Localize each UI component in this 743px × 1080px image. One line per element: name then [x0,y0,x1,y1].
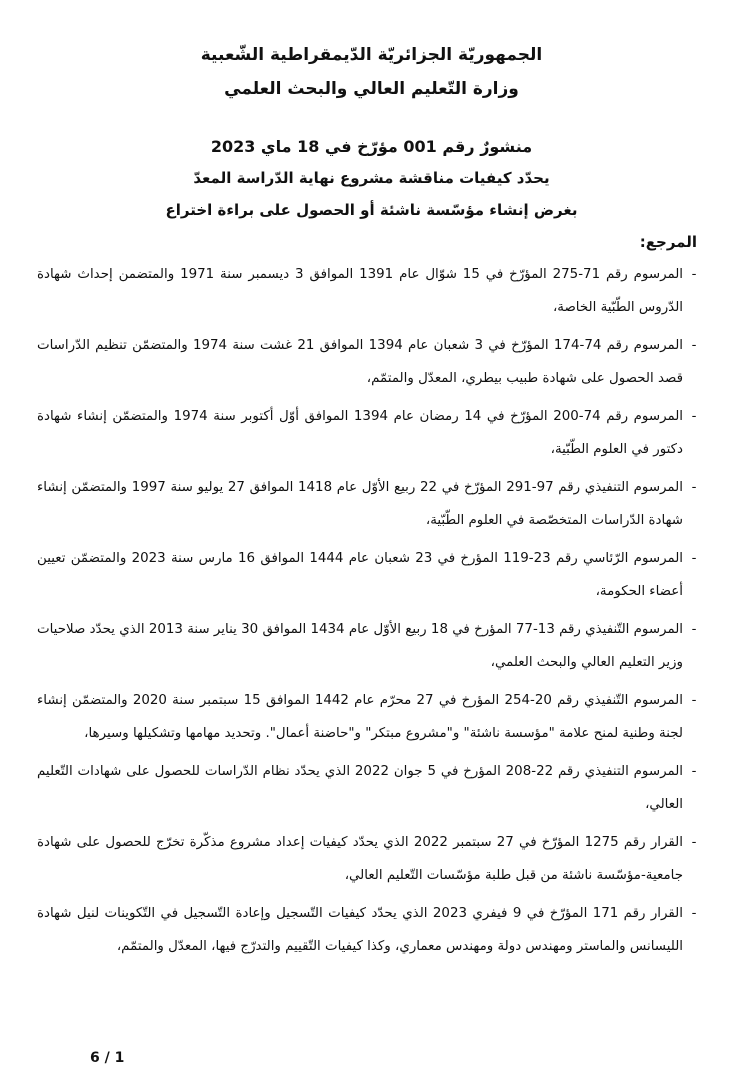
list-dash: - [691,338,697,353]
reference-text: المرسوم التنفيذي رقم 22-208 المؤرخ في 5 جوان 2022 الذي يحدّد نظام الدّراسات للحصول على شهادات التّعليم العالي، [37,764,683,812]
page-number: 6 / 1 [90,1050,125,1066]
list-dash: - [691,693,697,708]
letterhead [0,0,743,106]
reference-text: المرسوم رقم 71-275 المؤرّخ في 15 شوّال عام 1391 الموافق 3 ديسمبر سنة 1971 والمتضمن إحداث شهادة الدّروس الطّبّية الخاصة، [37,267,684,315]
references-title: المرجع: [639,233,697,251]
list-dash: - [691,267,697,282]
reference-text: المرسوم الرّئاسي رقم 23-119 المؤرخ في 23 شعبان عام 1444 الموافق 16 مارس سنة 2023 والمتضمّن تعيين أعضاء الحكومة، [37,551,684,599]
circular-number: منشورٌ رقم 001 مؤرّخ في 18 ماي 2023 [210,137,533,156]
list-dash: - [691,622,697,637]
reference-item [37,684,703,750]
reference-item [37,542,703,608]
reference-text: القرار رقم 171 المؤرّخ في 9 فيفري 2023 الذي يحدّد كيفيات التّسجيل وإعادة التّسجيل في التّكوينات لنيل شهادة الليسانس والماستر ومهندس دولة ومهندس معماري، وكذا كيفيات التّقييم والتدرّج فيها، المعدّل والمتمّم، [37,906,683,954]
reference-text: المرسوم التّنفيذي رقم 20-254 المؤرخ في 27 محرّم عام 1442 الموافق 15 سبتمبر سنة 2020 والمتضمّن إنشاء لجنة وطنية لمنح علامة "مؤسسة ناشئة" و"مشروع مبتكر" و"حاضنة أعمال". وتحديد مهامها وتشكيلها وسيرها، [37,693,683,741]
reference-item [37,400,703,466]
list-dash: - [691,480,697,495]
list-dash: - [691,764,697,779]
list-dash: - [691,835,697,850]
list-dash: - [691,551,697,566]
ministry-title: وزارة التّعليم العالي والبحث العلمي [224,79,519,99]
reference-text: المرسوم التنفيذي رقم 97-291 المؤرّخ في 22 ربيع الأوّل عام 1418 الموافق 27 يوليو سنة 1997 والمتضمّن إنشاء شهادة الدّراسات المتخصّصة في العلوم الطّبّية، [37,480,683,528]
reference-item [37,826,703,892]
reference-item [37,755,703,821]
reference-item [37,329,703,395]
reference-item [37,897,703,963]
circular-subject-line-2: بغرض إنشاء مؤسّسة ناشئة أو الحصول على براءة اختراع [165,201,578,219]
list-dash: - [691,906,697,921]
reference-item [37,613,703,679]
reference-item [37,471,703,537]
reference-text: المرسوم التّنفيذي رقم 13-77 المؤرخ في 18 ربيع الأوّل عام 1434 الموافق 30 يناير سنة 2013 الذي يحدّد صلاحيات وزير التعليم العالي والبحث العلمي، [37,622,683,670]
reference-text: المرسوم رقم 74-174 المؤرّخ في 3 شعبان عام 1394 الموافق 21 غشت سنة 1974 والمتضمّن تنظيم الدّراسات قصد الحصول على شهادة طبيب بيطري، المعدّل والمتمّم، [37,338,683,386]
references-list [37,258,703,963]
list-dash: - [691,409,697,424]
circular-heading [0,132,743,226]
republic-title: الجمهوريّة الجزائريّة الدّيمقراطية الشّعبية [200,45,543,65]
reference-text: المرسوم رقم 74-200 المؤرّخ في 14 رمضان عام 1394 الموافق أوّل أكتوبر سنة 1974 والمتضمّن إنشاء شهادة دكتور في العلوم الطّبّية، [37,409,684,457]
circular-subject-line-1: يحدّد كيفيات مناقشة مشروع نهاية الدّراسة المعدّ [193,169,550,187]
reference-text: القرار رقم 1275 المؤرّخ في 27 سبتمبر 2022 الذي يحدّد كيفيات إعداد مشروع مذكّرة تخرّج للحصول على شهادة جامعية-مؤسّسة ناشئة من قبل طلبة مؤسّسات التّعليم العالي، [37,835,683,883]
reference-item [37,258,703,324]
